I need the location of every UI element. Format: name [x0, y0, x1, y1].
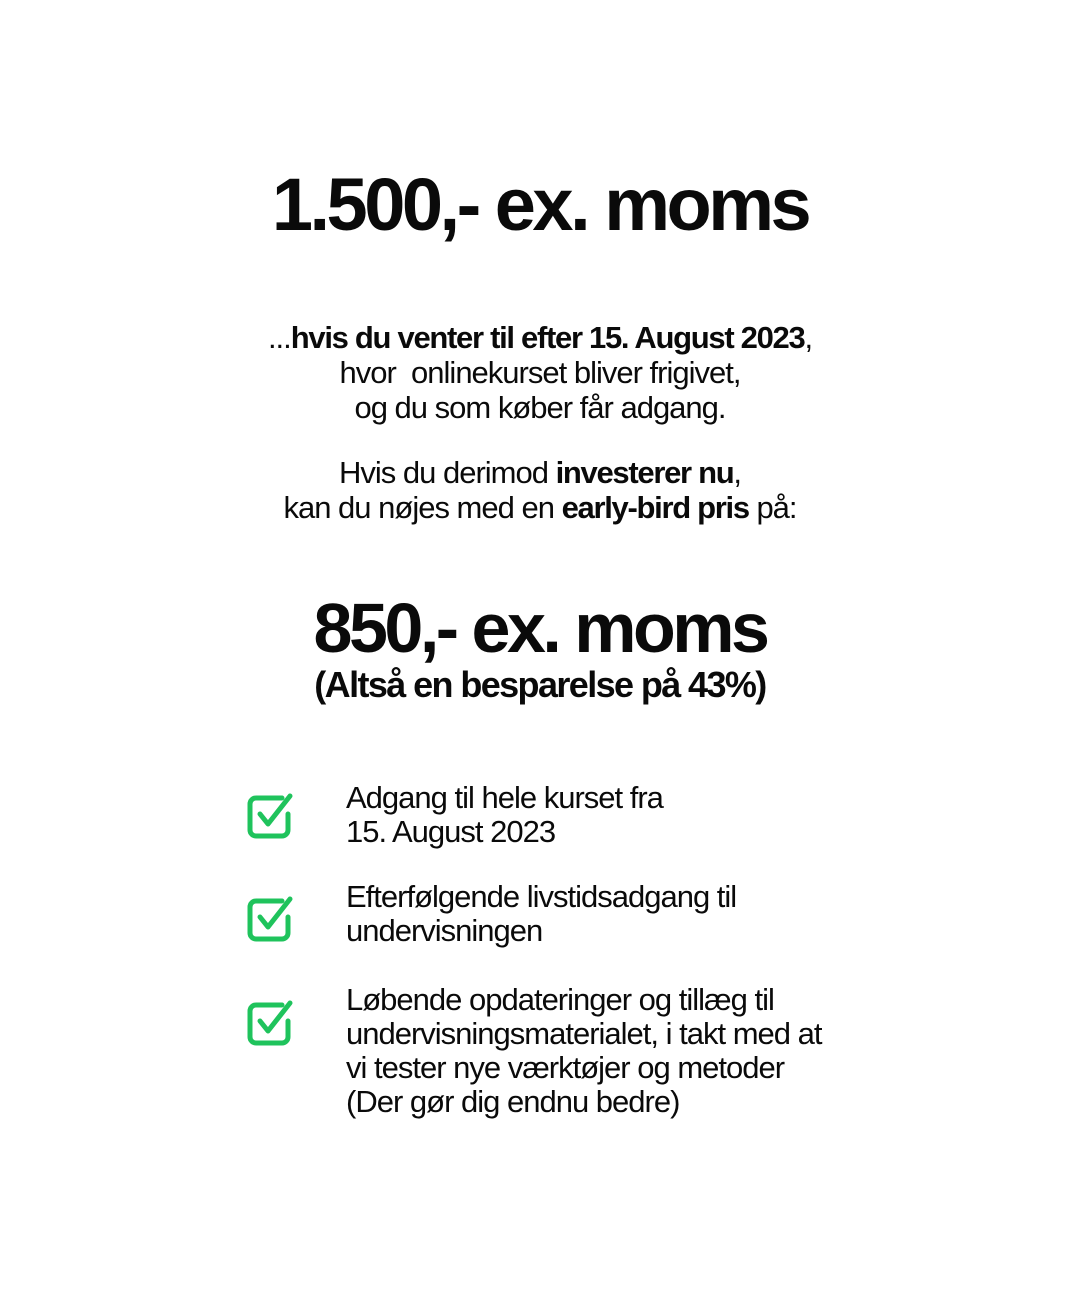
regular-price-heading: 1.500,- ex. moms: [271, 163, 809, 246]
invest-line-1: [0, 455, 1080, 490]
invest-paragraph: [0, 455, 1080, 525]
intro-bold: hvis du venter til efter 15. August 2023: [290, 320, 805, 355]
invest-line1-post: ,: [733, 455, 741, 490]
intro-prefix: ...: [267, 320, 291, 355]
checkbox-checked-icon: [246, 790, 298, 842]
feature-text: Efterfølgende livstidsadgang til undervisningen: [346, 879, 737, 948]
feature-text: Adgang til hele kurset fra 15. August 2023: [346, 780, 663, 849]
intro-suffix: ,: [804, 320, 813, 355]
invest-line1-bold: investerer nu: [555, 455, 734, 490]
invest-line2-post: på:: [748, 490, 797, 525]
checkbox-checked-icon: [246, 893, 298, 945]
invest-line-2: [0, 490, 1080, 525]
invest-line2-bold: early-bird pris: [561, 490, 749, 525]
intro-line-1: [0, 320, 1080, 355]
intro-line-2: hvor onlinekurset bliver frigivet,: [339, 355, 741, 390]
invest-line2-pre: kan du nøjes med en: [283, 490, 562, 525]
invest-line1-pre: Hvis du derimod: [338, 455, 556, 490]
intro-paragraph: [0, 320, 1080, 425]
intro-line-3: og du som køber får adgang.: [354, 390, 726, 425]
saving-note: (Altså en besparelse på 43%): [314, 664, 766, 705]
earlybird-price-heading: 850,- ex. moms: [313, 589, 767, 667]
feature-text: Løbende opdateringer og tillæg til undervisningsmaterialet, i takt med at vi tester nye værktøjer og metoder (Der gør dig endnu bedre): [346, 982, 822, 1119]
checkbox-checked-icon: [246, 997, 298, 1049]
